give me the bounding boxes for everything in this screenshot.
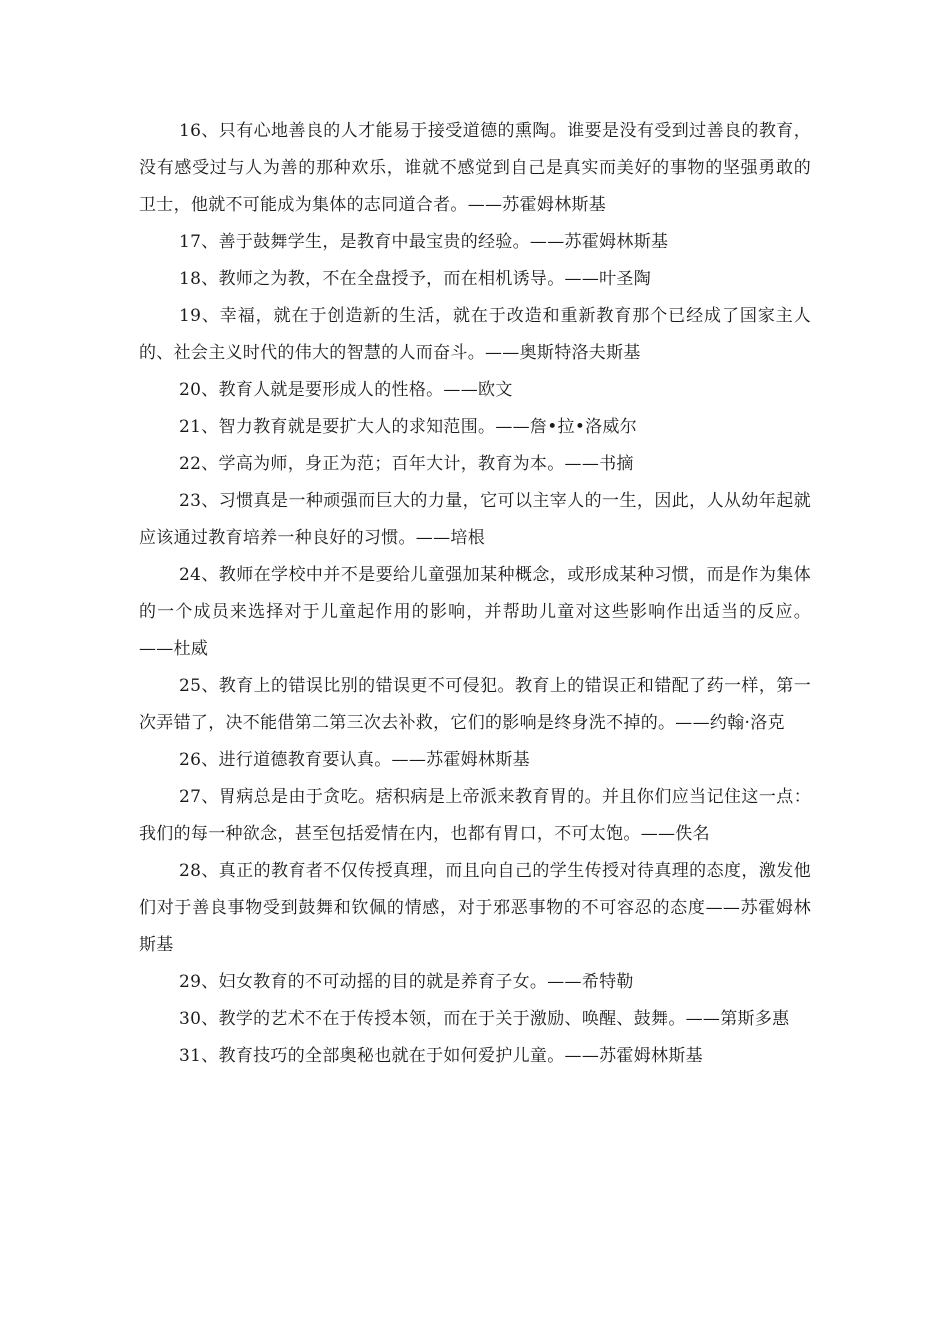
- quote-20: 20、教育人就是要形成人的性格。——欧文: [179, 380, 513, 400]
- quote-23: 23、习惯真是一种顽强而巨大的力量，它可以主宰人的一生，因此，人从幼年起就应该通过教育培养一种良好的习惯。——培根: [139, 491, 811, 548]
- quote-29: 29、妇女教育的不可动摇的目的就是养育子女。——希特勒: [179, 972, 634, 992]
- quote-30: 30、教学的艺术不在于传授本领，而在于关于激励、唤醒、鼓舞。——第斯多惠: [179, 1009, 790, 1029]
- quote-28: 28、真正的教育者不仅传授真理，而且向自己的学生传授对待真理的态度，激发他们对于善良事物受到鼓舞和钦佩的情感，对于邪恶事物的不可容忍的态度——苏霍姆林斯基: [139, 861, 811, 955]
- quote-24: 24、教师在学校中并不是要给儿童强加某种概念，或形成某种习惯，而是作为集体的一个成员来选择对于儿童起作用的影响，并帮助儿童对这些影响作出适当的反应。——杜威: [139, 565, 811, 659]
- quote-17: 17、善于鼓舞学生，是教育中最宝贵的经验。——苏霍姆林斯基: [179, 232, 669, 252]
- quote-31: 31、教育技巧的全部奥秘也就在于如何爱护儿童。——苏霍姆林斯基: [179, 1046, 703, 1066]
- quote-26: 26、进行道德教育要认真。——苏霍姆林斯基: [179, 750, 530, 770]
- quote-19: 19、幸福，就在于创造新的生活，就在于改造和重新教育那个已经成了国家主人的、社会主义时代的伟大的智慧的人而奋斗。——奥斯特洛夫斯基: [139, 306, 811, 363]
- quote-27: 27、胃病总是由于贪吃。痞积病是上帝派来教育胃的。并且你们应当记住这一点：我们的每一种欲念，甚至包括爱情在内，也都有胃口，不可太饱。——佚名: [139, 787, 811, 844]
- quote-22: 22、学高为师，身正为范；百年大计，教育为本。——书摘: [179, 454, 634, 474]
- quote-25: 25、教育上的错误比别的错误更不可侵犯。教育上的错误正和错配了药一样，第一次弄错了，决不能借第二第三次去补救，它们的影响是终身洗不掉的。——约翰·洛克: [139, 676, 811, 733]
- quote-16: 16、只有心地善良的人才能易于接受道德的熏陶。谁要是没有受到过善良的教育，没有感受过与人为善的那种欢乐，谁就不感觉到自己是真实而美好的事物的坚强勇敢的卫士，他就不可能成为集体的志同道合者。——苏霍姆林斯基: [139, 121, 811, 215]
- quote-18: 18、教师之为教，不在全盘授予，而在相机诱导。——叶圣陶: [179, 269, 652, 289]
- quote-list: [139, 113, 811, 1075]
- quote-21: 21、智力教育就是要扩大人的求知范围。——詹•拉•洛威尔: [179, 417, 638, 437]
